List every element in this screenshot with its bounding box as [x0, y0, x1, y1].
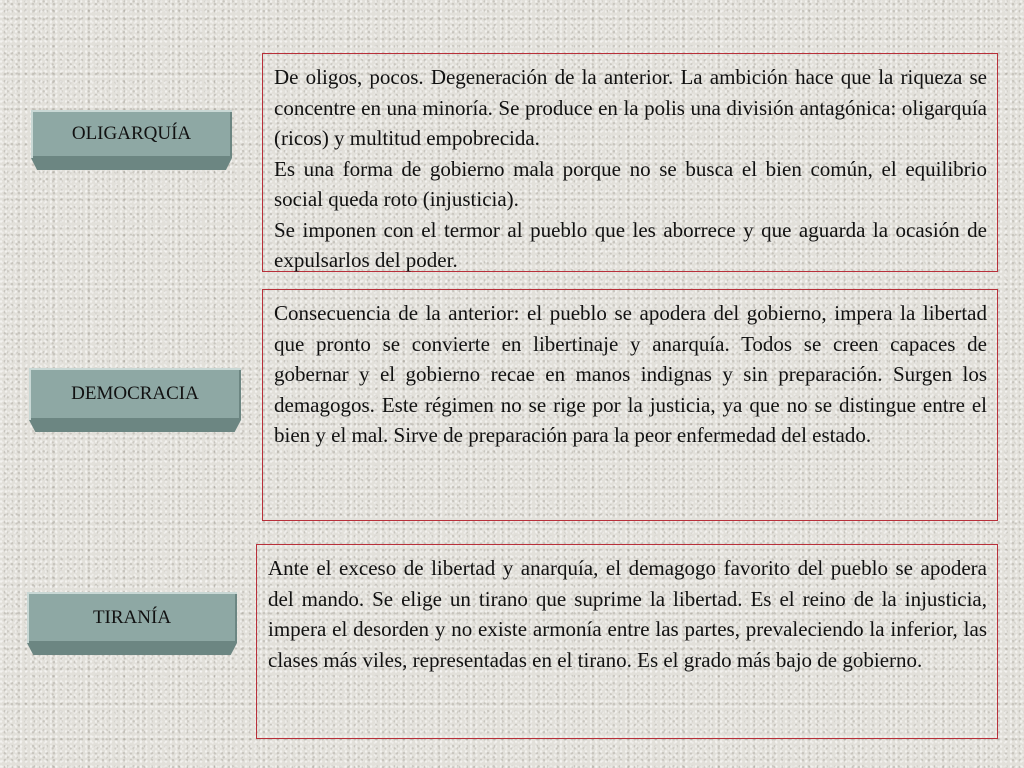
oligarquia-paragraph-3: Se imponen con el termor al pueblo que les aborrece y que aguarda la ocasión de expulsarlos del poder. [274, 217, 987, 272]
label-democracia-text: DEMOCRACIA [71, 383, 199, 404]
text-box-democracia [262, 289, 998, 521]
oligarquia-paragraph-2: Es una forma de gobierno mala porque no se busca el bien común, el equilibrio social queda roto (injusticia). [274, 156, 987, 211]
label-democracia [29, 368, 241, 420]
label-oligarquia-text: OLIGARQUÍA [71, 123, 192, 144]
label-tirania-text: TIRANÍA [92, 606, 172, 628]
label-oligarquia [31, 110, 232, 158]
text-box-tirania [256, 544, 998, 739]
text-box-oligarquia [262, 53, 998, 272]
tirania-paragraph-1: Ante el exceso de libertad y anarquía, el demagogo favorito del pueblo se apodera del mando. Se elige un tirano que suprime la libertad. Es el reino de la injusticia, impera el desorden y no existe armonía entre las partes, prevaleciendo la inferior, las clases más viles, representadas en el tirano. Es el grado más bajo de gobierno. [268, 556, 987, 672]
democracia-paragraph-1: Consecuencia de la anterior: el pueblo se apodera del gobierno, impera la libertad que pronto se convierte en libertinaje y anarquía. Todos se creen capaces de gobernar y el gobierno recae en manos indignas y sin preparación. Surgen los demagogos. Este régimen no se rige por la justicia, ya que no se distingue entre el bien y el mal. Sirve de preparación para la peor enfermedad del estado. [274, 301, 987, 447]
oligarquia-paragraph-1: De oligos, pocos. Degeneración de la anterior. La ambición hace que la riqueza se concentre en una minoría. Se produce en la polis una división antagónica: oligarquía (ricos) y multitud empobrecida. [274, 65, 987, 150]
label-tirania [27, 592, 237, 643]
